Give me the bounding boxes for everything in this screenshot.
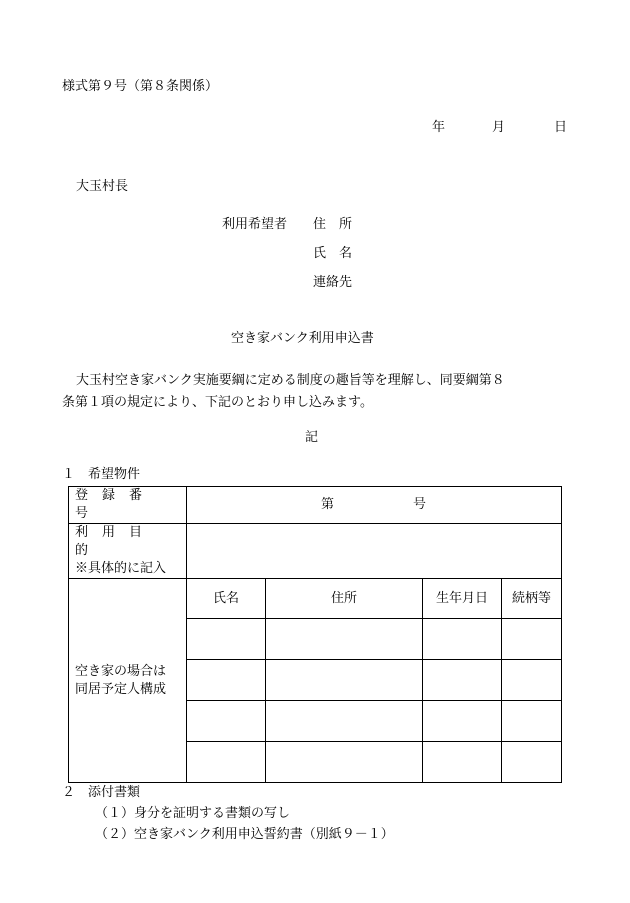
purpose-label: 利用目的: [75, 525, 157, 558]
col-header-address: 住所: [266, 579, 423, 619]
form-number: 様式第９号（第８条関係）: [62, 79, 219, 94]
household-address-cell[interactable]: [266, 660, 423, 701]
registration-value-cell[interactable]: [187, 487, 562, 524]
household-birthdate-cell[interactable]: [423, 660, 502, 701]
attachment-item-2: （２）空き家バンク利用申込誓約書（別紙９－１）: [95, 827, 394, 842]
col-header-name: 氏名: [187, 579, 266, 619]
property-table: [68, 486, 562, 783]
ki-label: 記: [305, 430, 319, 445]
applicant-label: 利用希望者: [222, 217, 288, 232]
addressee: 大玉村長: [76, 179, 129, 194]
household-birthdate-cell[interactable]: [423, 619, 502, 660]
col-header-birthdate: 生年月日: [423, 579, 502, 619]
household-header-row: [69, 579, 562, 619]
purpose-note: ※具体的に記入: [75, 561, 167, 576]
date-month: 月: [492, 120, 506, 135]
registration-label-cell: [69, 487, 187, 524]
date-year: 年: [432, 120, 446, 135]
household-birthdate-cell[interactable]: [423, 701, 502, 742]
applicant-name-label: 氏 名: [313, 246, 353, 261]
household-address-cell[interactable]: [266, 619, 423, 660]
household-label-cell: [69, 579, 187, 783]
purpose-value-cell[interactable]: [187, 524, 562, 579]
section1-heading: １ 希望物件: [62, 467, 141, 482]
registration-dai: 第: [321, 497, 335, 512]
attachment-item-1: （１）身分を証明する書類の写し: [95, 806, 291, 821]
household-relationship-cell[interactable]: [502, 701, 562, 742]
section2-heading: ２ 添付書類: [62, 785, 141, 800]
household-name-cell[interactable]: [187, 660, 266, 701]
date-day: 日: [554, 120, 568, 135]
household-relationship-cell[interactable]: [502, 742, 562, 783]
household-name-cell[interactable]: [187, 742, 266, 783]
body-line-1: 大玉村空き家バンク実施要綱に定める制度の趣旨等を理解し、同要綱第８: [76, 373, 505, 388]
household-name-cell[interactable]: [187, 619, 266, 660]
household-address-cell[interactable]: [266, 701, 423, 742]
household-relationship-cell[interactable]: [502, 619, 562, 660]
registration-label: [75, 487, 180, 523]
household-label-line2: 同居予定人構成: [75, 681, 167, 697]
applicant-contact-label: 連絡先: [313, 275, 353, 290]
registration-label-text: 登録番号: [75, 488, 157, 521]
purpose-label-cell: [69, 524, 187, 579]
body-line-2: 条第１項の規定により、下記のとおり申し込みます。: [62, 395, 373, 410]
registration-go: 号: [413, 497, 427, 512]
col-header-relationship: 続柄等: [502, 579, 562, 619]
household-birthdate-cell[interactable]: [423, 742, 502, 783]
household-relationship-cell[interactable]: [502, 660, 562, 701]
document-title: 空き家バンク利用申込書: [231, 331, 374, 346]
household-address-cell[interactable]: [266, 742, 423, 783]
purpose-row: [69, 524, 562, 579]
applicant-address-label: 住 所: [313, 217, 353, 232]
registration-row: [69, 487, 562, 524]
household-label-line1: 空き家の場合は: [75, 663, 167, 679]
household-name-cell[interactable]: [187, 701, 266, 742]
